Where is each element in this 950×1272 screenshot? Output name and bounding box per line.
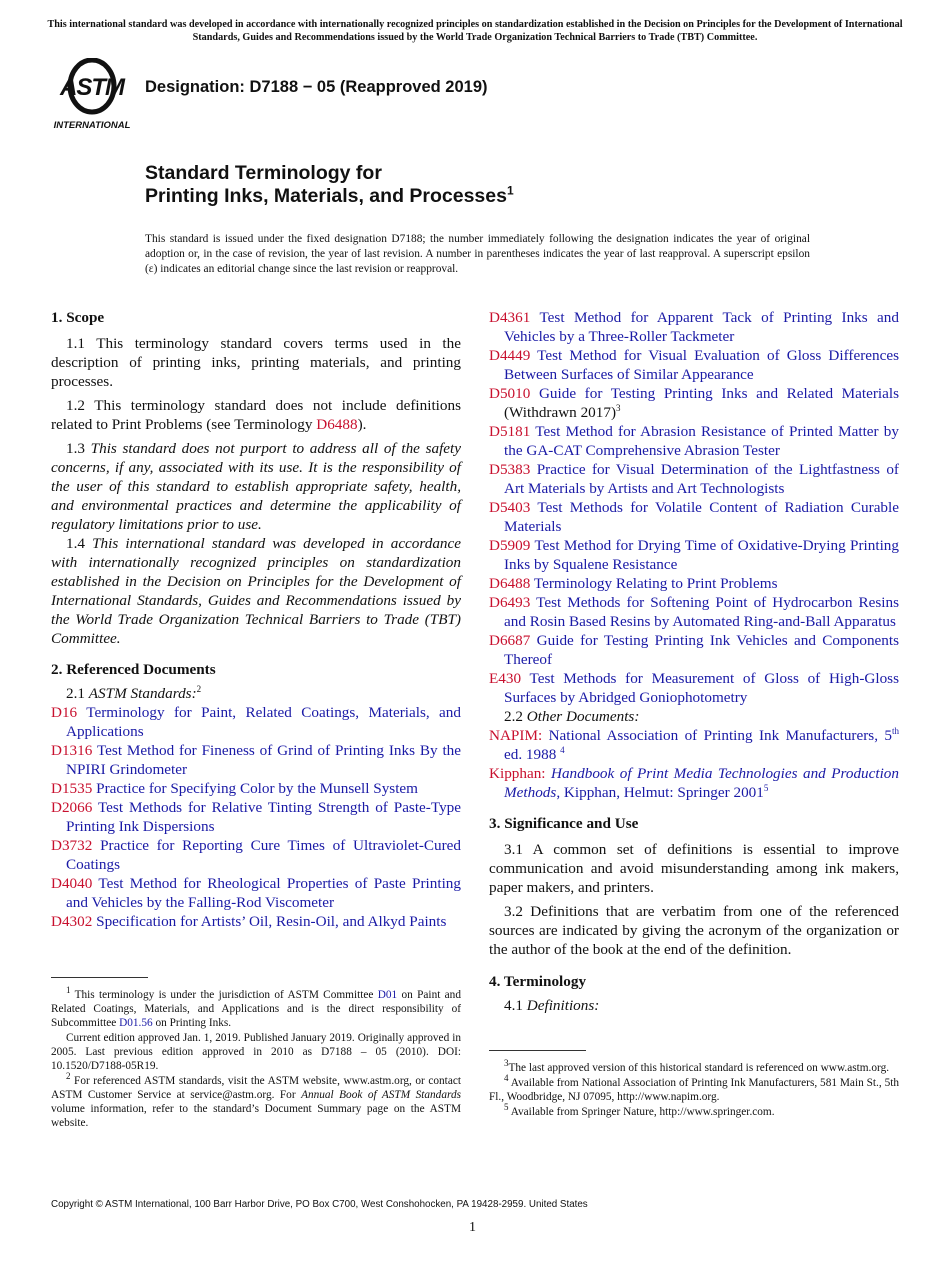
reference-item: [489, 536, 899, 574]
copyright: Copyright © ASTM International, 100 Barr Harbor Drive, PO Box C700, West Conshohocken, PA 19428-2959. United States: [51, 1199, 588, 1210]
para-4-1: 4.1 Definitions:: [504, 997, 600, 1014]
ref-title-link[interactable]: Specification for Artists’ Oil, Resin-Oil, and Alkyd Paints: [96, 913, 447, 930]
ref-code-link[interactable]: D2066: [51, 799, 93, 816]
para-1-4: 1.4 This international standard was developed in accordance with internationally recognized principles on standardization established in the Decision on Principles for the Development of International Standards, Guides and Recommendations issued by the World Trade Organization Technical Barriers to Trade (TBT) Committee.: [51, 535, 462, 647]
ref-code-link[interactable]: D6493: [489, 594, 531, 611]
ref-title-link[interactable]: Terminology Relating to Print Problems: [533, 575, 778, 592]
ref-code-kipphan[interactable]: Kipphan:: [489, 765, 546, 782]
ref-code-link[interactable]: D5403: [489, 499, 531, 516]
ref-code-link[interactable]: D1316: [51, 742, 93, 759]
ref-title-link[interactable]: Test Methods for Softening Point of Hydrocarbon Resins and Rosin Based Resins by Automated Ring-and-Ball Apparatus: [504, 594, 899, 630]
ref-code-link[interactable]: D4040: [51, 875, 93, 892]
reference-item: [51, 779, 461, 798]
ref-title-link[interactable]: Guide for Testing Printing Inks and Related Materials: [538, 385, 900, 402]
ref-title-link[interactable]: Test Method for Fineness of Grind of Printing Inks By the NPIRI Grindometer: [66, 742, 461, 778]
ref-code-link[interactable]: D6488: [489, 575, 531, 592]
reference-item: [489, 384, 899, 422]
ref-footnote-mark: 3: [616, 402, 621, 413]
reference-item: [489, 574, 899, 593]
ref-title-link[interactable]: Practice for Reporting Cure Times of Ultraviolet-Cured Coatings: [66, 837, 461, 873]
title-line-2: Printing Inks, Materials, and Processes: [145, 185, 507, 207]
designation: Designation: D7188 − 05 (Reapproved 2019): [145, 78, 488, 96]
ref-code-link[interactable]: D6687: [489, 632, 531, 649]
ref-code-link[interactable]: D16: [51, 704, 78, 721]
ref-code-link[interactable]: D5181: [489, 423, 531, 440]
ref-code-napim[interactable]: NAPIM:: [489, 727, 543, 744]
reference-item: [489, 460, 899, 498]
ref-code-link[interactable]: D4361: [489, 309, 531, 326]
title-footnote-ref[interactable]: 1: [506, 183, 514, 198]
reference-item: [51, 741, 461, 779]
section-4-heading: 4. Terminology: [489, 973, 587, 990]
reference-item: [489, 593, 899, 631]
left-column: [51, 308, 461, 931]
reference-item: [489, 631, 899, 669]
ref-title-link[interactable]: Guide for Testing Printing Ink Vehicles and Components Thereof: [504, 632, 900, 668]
footnote-rule-right: [489, 1050, 586, 1051]
ref-code-link[interactable]: D4302: [51, 913, 93, 930]
reference-item: [489, 669, 899, 707]
ref-code-link[interactable]: D5383: [489, 461, 531, 478]
reference-item: [489, 498, 899, 536]
footnote-3: $^3$The last approved version of this historical standard is referenced on www.astm.org.: [504, 1058, 890, 1074]
footnote-2: $^2$ For referenced ASTM standards, visit the ASTM website, www.astm.org, or contact ASTM Customer Service at service@astm.org. For Annual Book of ASTM Standards volume information, refer to the standard’s Document Summary page on the ASTM website.: [51, 1071, 461, 1129]
ref-code-link[interactable]: D1535: [51, 780, 93, 797]
reference-item: [489, 346, 899, 384]
tbt-notice: This international standard was developed in accordance with internationally recognized principles on standardization established in the Decision on Principles for the Development of International Standards, Guides and Recommendations issued by the World Trade Organization Technical Barriers to Trade (TBT) Committee.: [47, 19, 903, 43]
footnote-rule-left: [51, 977, 148, 978]
ref-title-link[interactable]: Test Method for Abrasion Resistance of Printed Matter by the GA-CAT Comprehensive Abrasion Tester: [504, 423, 899, 459]
page-number: 1: [469, 1220, 476, 1235]
ref-title-link[interactable]: Test Methods for Measurement of Gloss of High-Gloss Surfaces by Abridged Goniophotometry: [504, 670, 899, 706]
astm-logo: [52, 58, 136, 132]
section-1-heading: 1. Scope: [51, 309, 105, 326]
reference-item: [51, 874, 461, 912]
logo-subtext: INTERNATIONAL: [53, 120, 131, 131]
issued-note: This standard is issued under the fixed designation D7188; the number immediately following the designation indicates the year of original adoption or, in the case of revision, the year of last revision. A number in parentheses indicates the year of last reapproval. A superscript epsilon (ε) indicates an editorial change since the last revision or reapproval.: [145, 233, 810, 275]
page-title: [145, 162, 514, 208]
footnote-1-edition: Current edition approved Jan. 1, 2019. Published January 2019. Originally approved in 2005. Last previous edition approved in 2010 as D7188 – 05 (2010). DOI: 10.1520/D7188-05R19.: [51, 1032, 461, 1072]
footnotes-left: [51, 985, 461, 1131]
link-d01[interactable]: D01: [377, 989, 398, 1001]
ref-napim: NAPIM: National Association of Printing Ink Manufacturers, 5th ed. 1988 $^4$: [489, 725, 900, 763]
ref-code-link[interactable]: D4449: [489, 347, 531, 364]
ref-title-link[interactable]: Test Methods for Relative Tinting Strength of Paste-Type Printing Ink Dispersions: [66, 799, 462, 835]
footnotes-right: [489, 1058, 899, 1120]
ref-title-link[interactable]: Terminology for Paint, Related Coatings, Materials, and Applications: [66, 704, 461, 740]
ref-kipphan: Kipphan: Handbook of Print Media Technologies and Production Methods, Kipphan, Helmut: Springer 2001$^5$: [489, 765, 899, 801]
reference-item: [489, 422, 899, 460]
footnote-4: $^4$ Available from National Association of Printing Ink Manufacturers, 581 Main St., 5th Fl., Woodbridge, NJ 07095, http://www.napim.org.: [489, 1073, 899, 1103]
reference-item: [489, 308, 899, 346]
para-1-2: 1.2 This terminology standard does not include definitions related to Print Problems (see Terminology D6488).: [51, 397, 461, 433]
ref-title-link[interactable]: Test Method for Visual Evaluation of Gloss Differences Between Surfaces of Similar Appearance: [504, 347, 899, 383]
para-3-1: 3.1 A common set of definitions is essential to improve communication and avoid misunderstanding among ink makers, paper makers, and printers.: [489, 841, 899, 896]
ref-title-link[interactable]: Practice for Visual Determination of the Lightfastness of Art Materials by Artists and Art Technologists: [504, 461, 899, 497]
ref-code-link[interactable]: D3732: [51, 837, 93, 854]
ref-link-d6488[interactable]: D6488: [316, 416, 358, 433]
ref-title-link[interactable]: Test Methods for Volatile Content of Radiation Curable Materials: [504, 499, 899, 535]
logo-text: ASTM: [60, 74, 124, 101]
ref-code-link[interactable]: D5010: [489, 385, 531, 402]
para-2-1: 2.1 ASTM Standards:$^2$: [66, 683, 202, 702]
footnote-1: $^1$ This terminology is under the jurisdiction of ASTM Committee D01 on Paint and Related Coatings, Materials, and Applications and is the direct responsibility of Subcommittee D01.56 on Printing Inks.: [51, 985, 461, 1029]
ref-title-link[interactable]: Test Method for Rheological Properties of Paste Printing and Vehicles by the Falling-Rod Viscometer: [66, 875, 461, 911]
para-3-2: 3.2 Definitions that are verbatim from one of the referenced sources are indicated by giving the acronym of the organization or the author of the book at the end of the definition.: [489, 903, 899, 958]
ref-code-link[interactable]: D5909: [489, 537, 531, 554]
ref-title-link[interactable]: Practice for Specifying Color by the Munsell System: [96, 780, 418, 797]
ref-title-link[interactable]: Test Method for Drying Time of Oxidative-Drying Printing Inks by Squalene Resistance: [504, 537, 899, 573]
reference-item: [51, 836, 461, 874]
footnote-5: $^5$ Available from Springer Nature, http://www.springer.com.: [504, 1102, 775, 1118]
ref-note: (Withdrawn 2017): [504, 404, 616, 421]
ref-code-link[interactable]: E430: [489, 670, 522, 687]
para-2-2: 2.2 Other Documents:: [504, 708, 640, 725]
para-1-3: 1.3 This standard does not purport to address all of the safety concerns, if any, associated with its use. It is the responsibility of the user of this standard to establish appropriate safety, health, and environmental practices and determine the applicability of regulatory limitations prior to use.: [51, 440, 462, 533]
section-3-heading: 3. Significance and Use: [489, 815, 639, 832]
section-2-heading: 2. Referenced Documents: [51, 661, 216, 678]
title-line-1: Standard Terminology for: [145, 162, 382, 184]
ref-title-link[interactable]: Test Method for Apparent Tack of Printing Inks and Vehicles by a Three-Roller Tackmeter: [504, 309, 899, 345]
right-column: [489, 308, 899, 1015]
reference-item: [51, 703, 461, 741]
link-d01-56[interactable]: D01.56: [119, 1017, 153, 1029]
reference-item: [51, 912, 461, 931]
para-1-1: 1.1 This terminology standard covers terms used in the description of printing inks, printing materials, and printing processes.: [51, 335, 461, 390]
reference-item: [51, 798, 461, 836]
